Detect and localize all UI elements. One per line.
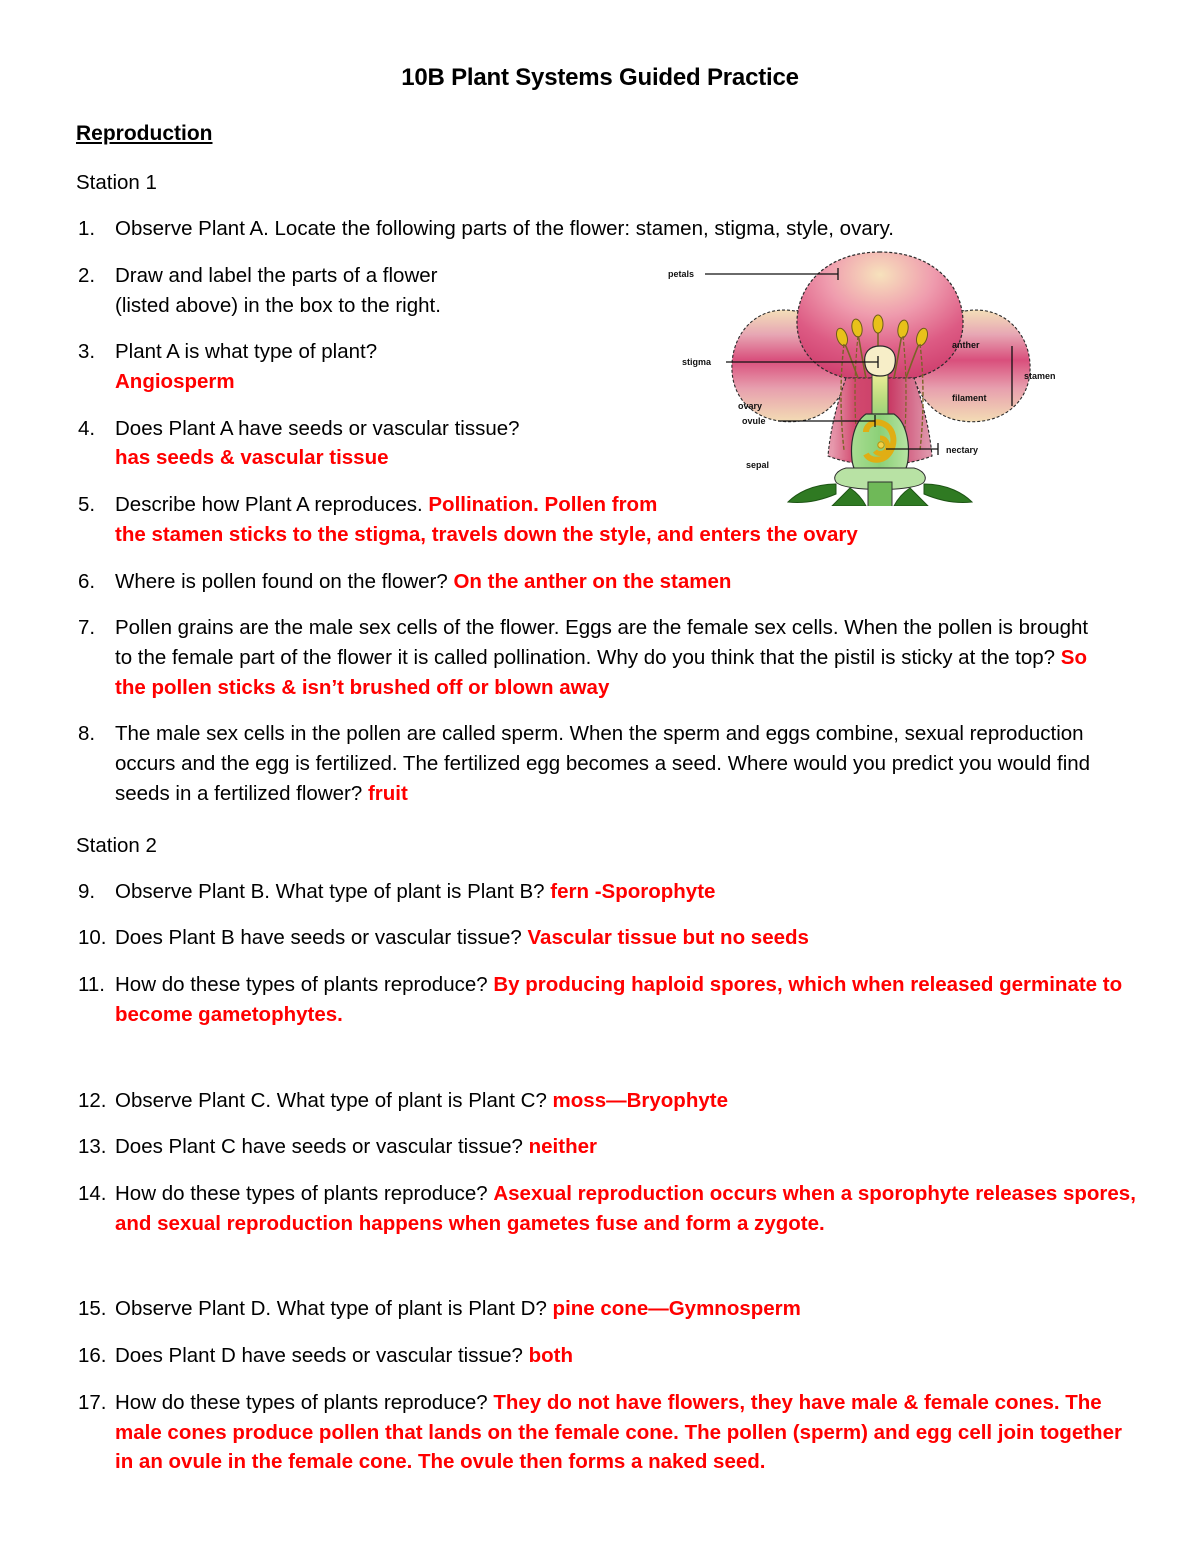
- question-prompt: How do these types of plants reproduce?: [115, 1390, 494, 1414]
- question-number: 2.: [78, 263, 96, 287]
- question-item: [0, 970, 1200, 1029]
- question-number: 8.: [78, 722, 96, 746]
- answer-text: So the pollen sticks & isn’t brushed off or blown away: [115, 646, 1087, 699]
- question-prompt: Observe Plant C. What type of plant is Plant C?: [115, 1088, 553, 1112]
- question-prompt: Does Plant C have seeds or vascular tissue?: [115, 1135, 529, 1159]
- answer-text: Asexual reproduction occurs when a sporophyte releases spores, and sexual reproduction happens when gametes fuse and form a zygote.: [115, 1182, 1136, 1235]
- question-number: 11.: [78, 973, 105, 997]
- question-item: [0, 414, 1200, 473]
- answer-text: moss—Bryophyte: [552, 1088, 728, 1112]
- question-item: [0, 1341, 1200, 1371]
- answer-text: Angiosperm: [115, 369, 235, 393]
- question-number: 10.: [78, 926, 107, 950]
- question-list-station-2: [0, 877, 1200, 1477]
- question-item: [0, 337, 1200, 396]
- answer-text: has seeds & vascular tissue: [115, 446, 389, 470]
- question-number: 13.: [78, 1135, 107, 1159]
- question-number: 1.: [78, 217, 96, 241]
- answer-text: fern -Sporophyte: [550, 879, 716, 903]
- question-item: [0, 1132, 1200, 1162]
- label-sepal: sepal: [746, 460, 770, 470]
- question-item: [0, 1179, 1200, 1238]
- question-prompt: Observe Plant B. What type of plant is Plant B?: [115, 879, 551, 903]
- answer-text-line-1: Pollination. Pollen from: [428, 493, 658, 517]
- question-number: 14.: [78, 1182, 107, 1206]
- answer-text-line-2: the stamen sticks to the stigma, travels down the style, and enters the ovary: [115, 522, 858, 546]
- question-number: 15.: [78, 1297, 107, 1321]
- question-item: [0, 214, 1200, 244]
- label-petals: petals: [668, 269, 695, 279]
- question-item: [0, 490, 1200, 549]
- question-item: [0, 567, 1200, 597]
- question-item: [0, 1086, 1200, 1116]
- station-2-label: Station 2: [76, 833, 157, 857]
- question-prompt: Does Plant A have seeds or vascular tissue?: [115, 416, 520, 440]
- question-prompt: Observe Plant A. Locate the following parts of the flower: stamen, stigma, style, ovary.: [115, 217, 894, 241]
- question-prompt: Plant A is what type of plant?: [115, 340, 378, 364]
- station-1-label: Station 1: [76, 171, 157, 194]
- question-prompt: Does Plant B have seeds or vascular tissue?: [115, 926, 528, 950]
- section-heading-reproduction: Reproduction: [76, 122, 213, 145]
- answer-text: pine cone—Gymnosperm: [552, 1297, 801, 1321]
- question-number: 3.: [78, 340, 96, 364]
- answer-text: Vascular tissue but no seeds: [527, 926, 809, 950]
- label-ovary: ovary: [738, 401, 763, 411]
- question-number: 6.: [78, 569, 96, 593]
- question-list-station-1: [0, 214, 1200, 809]
- question-prompt: How do these types of plants reproduce?: [115, 973, 494, 997]
- question-item: [0, 877, 1200, 907]
- question-item: [0, 719, 1200, 808]
- question-item: [0, 1388, 1200, 1477]
- label-stamen: stamen: [1024, 371, 1056, 381]
- question-prompt: Observe Plant D. What type of plant is Plant D?: [115, 1297, 553, 1321]
- answer-text: fruit: [367, 781, 408, 805]
- answer-text: On the anther on the stamen: [453, 569, 732, 593]
- question-number: 9.: [78, 879, 96, 903]
- question-item: [0, 923, 1200, 953]
- question-prompt: Describe how Plant A reproduces.: [115, 493, 429, 517]
- answer-text: By producing haploid spores, which when released germinate to become gametophytes.: [115, 973, 1123, 1026]
- label-stigma: stigma: [682, 357, 712, 367]
- question-prompt: How do these types of plants reproduce?: [115, 1182, 494, 1206]
- question-number: 5.: [78, 493, 96, 517]
- question-prompt-line-1: Draw and label the parts of a flower: [115, 263, 438, 287]
- question-prompt: Pollen grains are the male sex cells of the flower. Eggs are the female sex cells. When the pollen is brought to the female part of the flower it is called pollination. Why do you think that the pistil is sticky at the top?: [115, 616, 1089, 670]
- question-prompt: Does Plant D have seeds or vascular tissue?: [115, 1344, 529, 1368]
- answer-text: both: [528, 1344, 574, 1368]
- question-prompt: The male sex cells in the pollen are called sperm. When the sperm and eggs combine, sexual reproduction occurs and the egg is fertilized. The fertilized egg becomes a seed. Where would you predict you would find seeds in a fertilized flower?: [115, 722, 1091, 805]
- question-item: [0, 1294, 1200, 1324]
- label-nectary: nectary: [946, 445, 979, 455]
- question-item: [0, 261, 1200, 320]
- answer-text: They do not have flowers, they have male & female cones. The male cones produce pollen that lands on the female cone. The pollen (sperm) and egg cell join together in an ovule in the female cone. The ovule then forms a naked seed.: [115, 1390, 1122, 1474]
- page-title: 10B Plant Systems Guided Practice: [401, 64, 799, 91]
- question-number: 4.: [78, 416, 96, 440]
- question-number: 12.: [78, 1088, 107, 1112]
- question-prompt: Where is pollen found on the flower?: [115, 569, 454, 593]
- question-number: 16.: [78, 1344, 107, 1368]
- question-number: 7.: [78, 616, 96, 640]
- label-ovule: ovule: [742, 416, 766, 426]
- label-filament: filament: [952, 393, 987, 403]
- answer-text: neither: [528, 1135, 597, 1159]
- question-item: [0, 613, 1200, 702]
- question-number: 17.: [78, 1390, 107, 1414]
- question-prompt-line-2: (listed above) in the box to the right.: [115, 293, 441, 317]
- label-anther: anther: [952, 340, 980, 350]
